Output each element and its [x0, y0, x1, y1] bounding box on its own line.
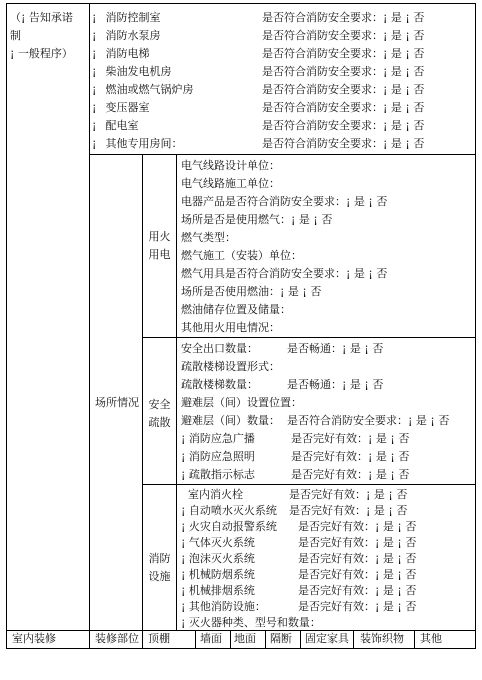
decoration-part: 顶棚	[148, 632, 170, 645]
facility-item[interactable]: ¡ 机械防烟系统	[181, 568, 255, 581]
room-name: 变压器室	[105, 101, 150, 114]
facility-item[interactable]: ¡ 其他消防设施：	[181, 600, 266, 613]
room-name: 消防水泵房	[105, 29, 161, 42]
fire-power-line: 电气线路施工单位：	[181, 177, 280, 190]
divider-bottom-4	[300, 630, 301, 648]
table-border-right	[475, 3, 476, 649]
divider-col-1	[89, 3, 90, 649]
checkbox-mark[interactable]: ¡	[92, 11, 97, 24]
fire-power-line: 其他用火用电情况：	[181, 321, 280, 334]
divider-bottom-2	[230, 630, 231, 648]
checkbox-mark[interactable]: ¡	[92, 101, 97, 114]
facility-item[interactable]: ¡ 灭火器种类、型号和数量：	[181, 616, 321, 629]
evacuation-item: 避难层（间）数量：	[181, 414, 280, 427]
decoration-part-label: 装修部位	[95, 632, 139, 645]
evacuation-item[interactable]: ¡ 消防应急照明	[181, 450, 255, 463]
table-border-top	[6, 3, 476, 4]
evacuation-label-text: 安全 疏散	[148, 398, 171, 429]
evacuation-status[interactable]: 是否完好有效：¡ 是 ¡ 否	[291, 468, 410, 481]
facility-item[interactable]: ¡ 泡沫灭火系统	[181, 552, 255, 565]
room-name: 柴油发电机房	[105, 65, 172, 78]
facility-status[interactable]: 是否完好有效：¡ 是 ¡ 否	[298, 584, 417, 597]
evacuation-item[interactable]: ¡ 疏散指示标志	[181, 468, 255, 481]
room-row	[92, 117, 139, 135]
evacuation-status[interactable]: 是否畅通：¡ 是 ¡ 否	[287, 378, 384, 391]
fire-power-line: 燃油储存位置及储量：	[181, 303, 291, 316]
divider-evacuation-bottom	[142, 484, 476, 485]
room-question[interactable]: 是否符合消防安全要求：¡ 是 ¡ 否	[262, 65, 425, 78]
evacuation-item: 避难层（间）设置位置：	[181, 396, 302, 409]
divider-bottom-1	[195, 630, 196, 648]
room-question[interactable]: 是否符合消防安全要求：¡ 是 ¡ 否	[262, 83, 425, 96]
evacuation-status[interactable]: 是否符合消防安全要求：¡ 是 ¡ 否	[287, 414, 450, 427]
room-row	[92, 63, 172, 81]
evacuation-item[interactable]: ¡ 消防应急广播	[181, 432, 255, 445]
checkbox-mark[interactable]: ¡	[92, 119, 97, 132]
room-row	[92, 99, 150, 117]
facility-status[interactable]: 是否完好有效：¡ 是 ¡ 否	[298, 536, 417, 549]
facility-status[interactable]: 是否完好有效：¡ 是 ¡ 否	[298, 568, 417, 581]
evacuation-status[interactable]: 是否完好有效：¡ 是 ¡ 否	[291, 432, 410, 445]
room-name: 消防电梯	[105, 47, 150, 60]
table-border-left	[6, 3, 7, 649]
table-border-bottom	[6, 648, 476, 649]
fire-power-line: 燃气类型：	[181, 231, 236, 244]
facility-status[interactable]: 是否完好有效：¡ 是 ¡ 否	[298, 600, 417, 613]
facility-status[interactable]: 是否完好有效：¡ 是 ¡ 否	[298, 552, 417, 565]
checkbox-mark[interactable]: ¡	[92, 137, 97, 150]
divider-fire-power-bottom	[142, 337, 476, 338]
evacuation-label	[143, 396, 176, 432]
fire-power-line: 燃气施工（安装）单位：	[181, 249, 302, 262]
venue-label: 场所情况	[95, 396, 139, 409]
fire-power-line[interactable]: 电器产品是否符合消防安全要求：¡ 是 ¡ 否	[181, 195, 388, 208]
facility-item[interactable]: ¡ 火灾自动报警系统	[181, 520, 277, 533]
fire-power-label-text: 用火 用电	[148, 230, 171, 261]
decoration-part: 固定家具	[305, 632, 349, 645]
divider-rooms-bottom	[89, 154, 476, 155]
facility-item[interactable]: ¡ 机械排烟系统	[181, 584, 255, 597]
room-question[interactable]: 是否符合消防安全要求：¡ 是 ¡ 否	[262, 29, 425, 42]
room-row	[92, 9, 161, 27]
facility-item[interactable]: ¡ 气体灭火系统	[181, 536, 255, 549]
facility-status[interactable]: 是否完好有效：¡ 是 ¡ 否	[289, 504, 408, 517]
fire-power-label	[143, 228, 176, 264]
fire-power-line[interactable]: 场所是否是使用燃气：¡ 是 ¡ 否	[181, 213, 333, 226]
checkbox-mark[interactable]: ¡	[92, 65, 97, 78]
facilities-label	[143, 550, 176, 586]
room-name: 其他专用房间：	[105, 137, 183, 150]
approval-note-line-2: 制	[10, 29, 21, 42]
evacuation-item: 疏散楼梯设置形式：	[181, 360, 280, 373]
fire-power-line[interactable]: 燃气用具是否符合消防安全要求：¡ 是 ¡ 否	[181, 267, 388, 280]
decoration-part: 隔断	[270, 632, 292, 645]
room-name: 消防控制室	[105, 11, 161, 24]
facility-item[interactable]: ¡ 自动喷水灭火系统	[181, 504, 277, 517]
decoration-part: 其他	[420, 632, 442, 645]
checkbox-mark[interactable]: ¡	[92, 47, 97, 60]
room-question[interactable]: 是否符合消防安全要求：¡ 是 ¡ 否	[262, 119, 425, 132]
fire-power-line: 电气线路设计单位：	[181, 159, 280, 172]
evacuation-status[interactable]: 是否畅通：¡ 是 ¡ 否	[287, 342, 384, 355]
room-name: 燃油或燃气锅炉房	[105, 83, 194, 96]
facility-status[interactable]: 是否完好有效：¡ 是 ¡ 否	[298, 520, 417, 533]
evacuation-status[interactable]: 是否完好有效：¡ 是 ¡ 否	[291, 450, 410, 463]
decoration-part: 墙面	[200, 632, 222, 645]
room-question[interactable]: 是否符合消防安全要求：¡ 是 ¡ 否	[262, 101, 425, 114]
room-row	[92, 27, 161, 45]
evacuation-item: 疏散楼梯数量：	[181, 378, 258, 391]
divider-col-3	[176, 154, 177, 630]
decoration-title: 室内装修	[12, 632, 56, 645]
decoration-part: 装饰织物	[360, 632, 404, 645]
fire-power-line[interactable]: 场所是否使用燃油：¡ 是 ¡ 否	[181, 285, 322, 298]
facility-status[interactable]: 是否完好有效：¡ 是 ¡ 否	[289, 488, 408, 501]
divider-bottom-5	[353, 630, 354, 648]
room-question[interactable]: 是否符合消防安全要求：¡ 是 ¡ 否	[262, 11, 425, 24]
facility-item: 室内消火栓	[181, 488, 243, 501]
divider-bottom-3	[265, 630, 266, 648]
checkbox-mark[interactable]: ¡	[92, 83, 97, 96]
facilities-label-text: 消防 设施	[148, 552, 171, 583]
evacuation-item: 安全出口数量：	[181, 342, 258, 355]
approval-note-line-3: ¡ 一般程序）	[10, 47, 73, 60]
room-question[interactable]: 是否符合消防安全要求：¡ 是 ¡ 否	[262, 47, 425, 60]
decoration-part: 地面	[234, 632, 256, 645]
approval-note-line-1: （¡ 告知承诺	[10, 11, 73, 24]
checkbox-mark[interactable]: ¡	[92, 29, 97, 42]
room-name: 配电室	[105, 119, 139, 132]
room-question[interactable]: 是否符合消防安全要求：¡ 是 ¡ 否	[262, 137, 425, 150]
room-row	[92, 135, 183, 153]
divider-bottom-6	[414, 630, 415, 648]
room-row	[92, 45, 150, 63]
room-row	[92, 81, 194, 99]
